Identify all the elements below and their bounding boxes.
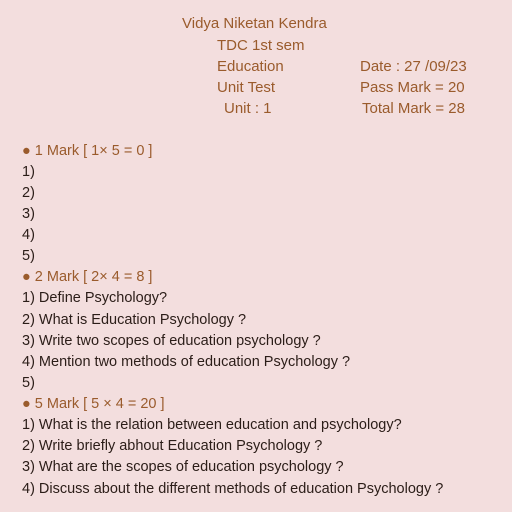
test-type: Unit Test (217, 79, 276, 96)
question-item: 3) What are the scopes of education psychology ? (22, 459, 344, 475)
list-item: 4) (22, 227, 35, 243)
pass-mark: Pass Mark = 20 (360, 79, 465, 96)
question-item: 2) Write briefly abhout Education Psychology ? (22, 438, 323, 454)
total-mark: Total Mark = 28 (362, 100, 465, 117)
question-item: 3) Write two scopes of education psychology ? (22, 333, 321, 349)
list-item: 5) (22, 248, 35, 264)
unit-number: Unit : 1 (224, 100, 272, 117)
subject-name: Education (217, 58, 284, 75)
question-item: 4) Mention two methods of education Psychology ? (22, 354, 351, 370)
question-item: 4) Discuss about the different methods of education Psychology ? (22, 481, 444, 497)
section-heading-2-mark: ● 2 Mark [ 2× 4 = 8 ] (22, 269, 153, 285)
question-item: 1) What is the relation between education and psychology? (22, 417, 402, 433)
list-item: 1) (22, 164, 35, 180)
exam-date: Date : 27 /09/23 (360, 58, 467, 75)
list-item: 2) (22, 185, 35, 201)
list-item: 3) (22, 206, 35, 222)
question-item: 1) Define Psychology? (22, 290, 168, 306)
question-item: 2) What is Education Psychology ? (22, 312, 247, 328)
section-heading-1-mark: ● 1 Mark [ 1× 5 = 0 ] (22, 143, 153, 159)
school-name: Vidya Niketan Kendra (182, 15, 327, 32)
course-name: TDC 1st sem (217, 37, 305, 54)
section-heading-5-mark: ● 5 Mark [ 5 × 4 = 20 ] (22, 396, 165, 412)
question-item: 5) (22, 375, 35, 391)
